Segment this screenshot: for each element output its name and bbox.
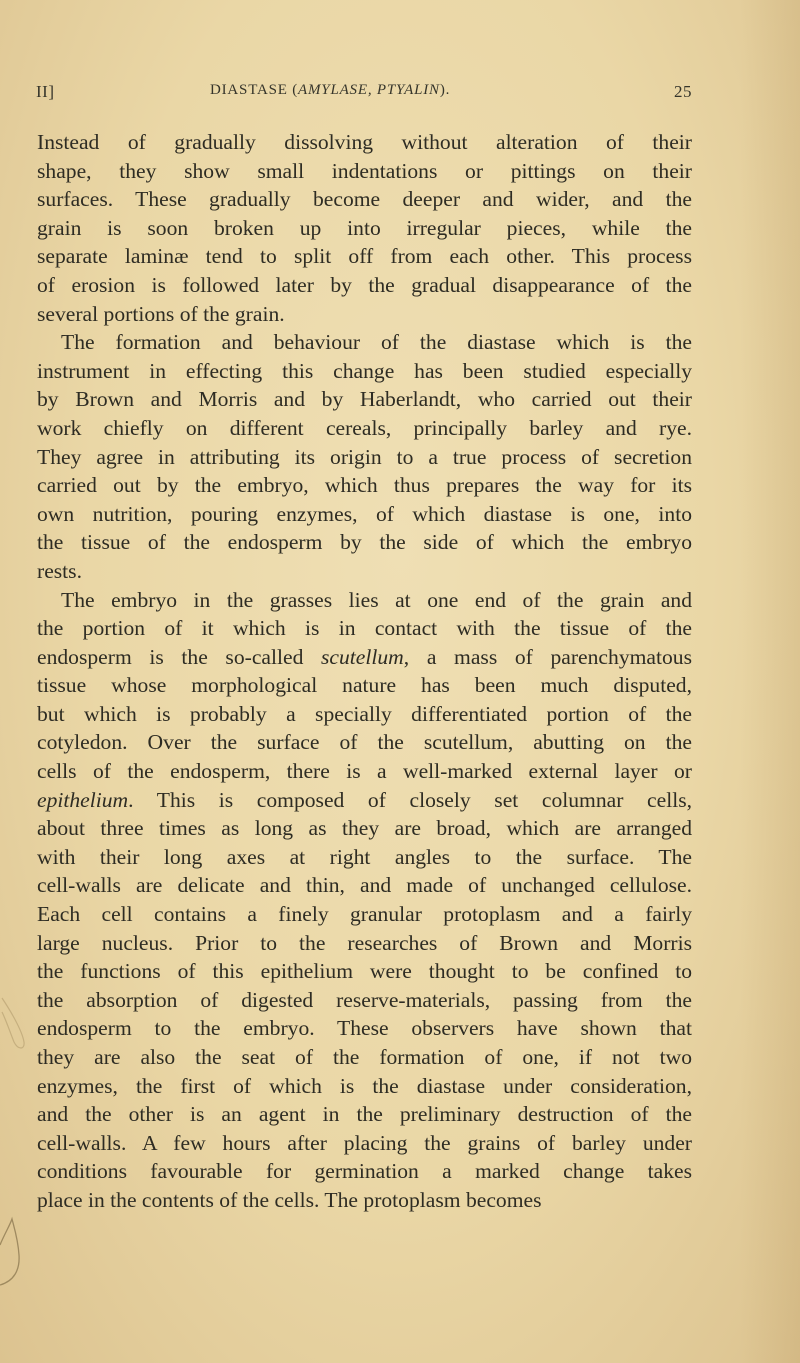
- text-line: work chiefly on different cereals, principally barley and rye.: [37, 415, 692, 440]
- text-line: the functions of this epithelium were thought to be confined to: [37, 959, 692, 984]
- italic-term: scutellum: [321, 644, 404, 669]
- italic-term: epithelium: [37, 787, 129, 812]
- text-line: by Brown and Morris and by Haberlandt, who carried out their: [37, 387, 692, 412]
- text-line: rests.: [37, 558, 82, 583]
- text-line: several portions of the grain.: [37, 301, 285, 326]
- text-line: and the other is an agent in the preliminary destruction of the: [37, 1102, 692, 1127]
- page-crease-mark-upper: [0, 990, 40, 1060]
- text-line: cell-walls. A few hours after placing the grains of barley under: [37, 1130, 692, 1155]
- text-line: surfaces. These gradually become deeper and wider, and the: [37, 187, 692, 212]
- chapter-number: II]: [36, 82, 55, 101]
- text-line: [37, 643, 692, 672]
- text-line: of erosion is followed later by the gradual disappearance of the: [37, 272, 692, 297]
- text-line: own nutrition, pouring enzymes, of which diastase is one, into: [37, 501, 692, 526]
- text-line: Each cell contains a finely granular protoplasm and a fairly: [37, 902, 692, 927]
- text-segment: , a mass of parenchymatous: [403, 644, 692, 669]
- text-line: cell-walls are delicate and thin, and made of unchanged cellulose.: [37, 873, 692, 898]
- text-line: the tissue of the endosperm by the side of which the embryo: [37, 530, 692, 555]
- running-title-italic: AMYLASE, PTYALIN: [298, 82, 440, 98]
- text-line: with their long axes at right angles to the surface. The: [37, 844, 692, 869]
- text-line: tissue whose morphological nature has been much disputed,: [37, 673, 692, 698]
- text-line: grain is soon broken up into irregular pieces, while the: [37, 215, 692, 240]
- text-line: they are also the seat of the formation of one, if not two: [37, 1045, 692, 1069]
- text-line: about three times as long as they are broad, which are arranged: [37, 816, 692, 841]
- text-line: Instead of gradually dissolving without alteration of their: [37, 130, 692, 154]
- running-title-prefix: DIASTASE (: [210, 82, 299, 98]
- text-line: cells of the endosperm, there is a well-marked external layer or: [37, 759, 692, 784]
- text-line: large nucleus. Prior to the researches of Brown and Morris: [37, 930, 692, 955]
- running-head: [36, 82, 692, 106]
- text-line: [37, 786, 692, 815]
- text-line: The embryo in the grasses lies at one end of the grain and: [61, 587, 692, 612]
- page-crease-mark-lower: [0, 1215, 30, 1295]
- text-line: enzymes, the first of which is the diastase under consideration,: [37, 1073, 692, 1098]
- text-line: carried out by the embryo, which thus prepares the way for its: [37, 473, 692, 498]
- body-text: [37, 128, 692, 1215]
- text-line: place in the contents of the cells. The protoplasm becomes: [37, 1187, 542, 1212]
- text-line: endosperm to the embryo. These observers have shown that: [37, 1016, 692, 1041]
- text-line: cotyledon. Over the surface of the scutellum, abutting on the: [37, 730, 692, 755]
- text-line: conditions favourable for germination a marked change takes: [37, 1159, 692, 1184]
- text-line: the portion of it which is in contact with the tissue of the: [37, 616, 692, 641]
- text-segment: . This is composed of closely set columnar cells,: [128, 787, 692, 812]
- text-line: instrument in effecting this change has been studied especially: [37, 358, 692, 383]
- text-line: separate laminæ tend to split off from each other. This process: [37, 244, 692, 269]
- text-line: shape, they show small indentations or pittings on their: [37, 158, 692, 183]
- running-title: [210, 82, 450, 99]
- running-title-suffix: ).: [439, 82, 451, 98]
- text-line: but which is probably a specially differentiated portion of the: [37, 701, 692, 726]
- text-line: The formation and behaviour of the diastase which is the: [61, 330, 692, 355]
- text-line: the absorption of digested reserve-materials, passing from the: [37, 987, 692, 1012]
- text-segment: endosperm is the so-called: [37, 644, 322, 669]
- text-line: They agree in attributing its origin to a true process of secretion: [37, 444, 692, 469]
- page-number: 25: [674, 82, 692, 101]
